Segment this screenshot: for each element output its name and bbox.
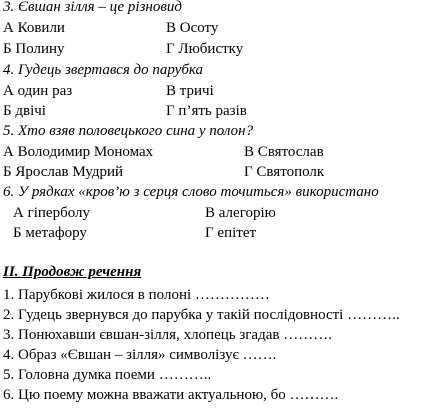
question-3-option-v: В Осоту [166,20,219,36]
section-2-title: ІІ. Продовж речення [3,264,142,280]
section-2-item-6: 6. Цю поему можна вважати актуальною, бо ………. [3,387,339,403]
question-5-option-a: А Володимир Мономах [3,144,154,160]
question-5-option-b: Б Ярослав Мудрий [3,164,124,180]
question-6-option-a: А гіперболу [13,205,91,221]
question-6-option-v: В алегорію [205,205,276,221]
section-2-item-5: 5. Головна думка поеми ……….. [3,367,212,383]
section-2-item-2: 2. Гудець звернувся до парубка у такій послідовності ……….. [3,307,400,323]
question-6-option-b: Б метафору [13,225,87,241]
question-3-option-b: Б Полину [3,41,65,57]
question-5-prompt: 5. Хто взяв половецького сина у полон? [3,123,254,139]
question-3-option-a: А Ковили [3,20,65,36]
question-6-prompt: 6. У рядках «кров’ю з серця слово точиться» використано [3,184,379,200]
question-6-option-g: Г епітет [205,225,257,241]
question-4-option-g: Г п’ять разів [166,103,247,119]
question-4-option-b: Б двічі [3,103,46,119]
question-5-option-v: В Святослав [244,144,324,160]
question-4-option-v: В тричі [166,83,214,99]
question-4-option-a: А один раз [3,83,73,99]
section-2-item-3: 3. Понюхавши євшан-зілля, хлопець згадав ………. [3,327,332,343]
question-3-option-g: Г Любистку [166,41,244,57]
question-3-prompt: 3. Євшан зілля – це різновид [3,0,182,15]
question-4-prompt: 4. Гудець звертався до парубка [3,62,204,78]
section-2-item-1: 1. Парубкові жилося в полоні …………… [3,287,270,303]
question-5-option-g: Г Святополк [244,164,325,180]
section-2-item-4: 4. Образ «Євшан – зілля» символізує ……. [3,347,277,363]
